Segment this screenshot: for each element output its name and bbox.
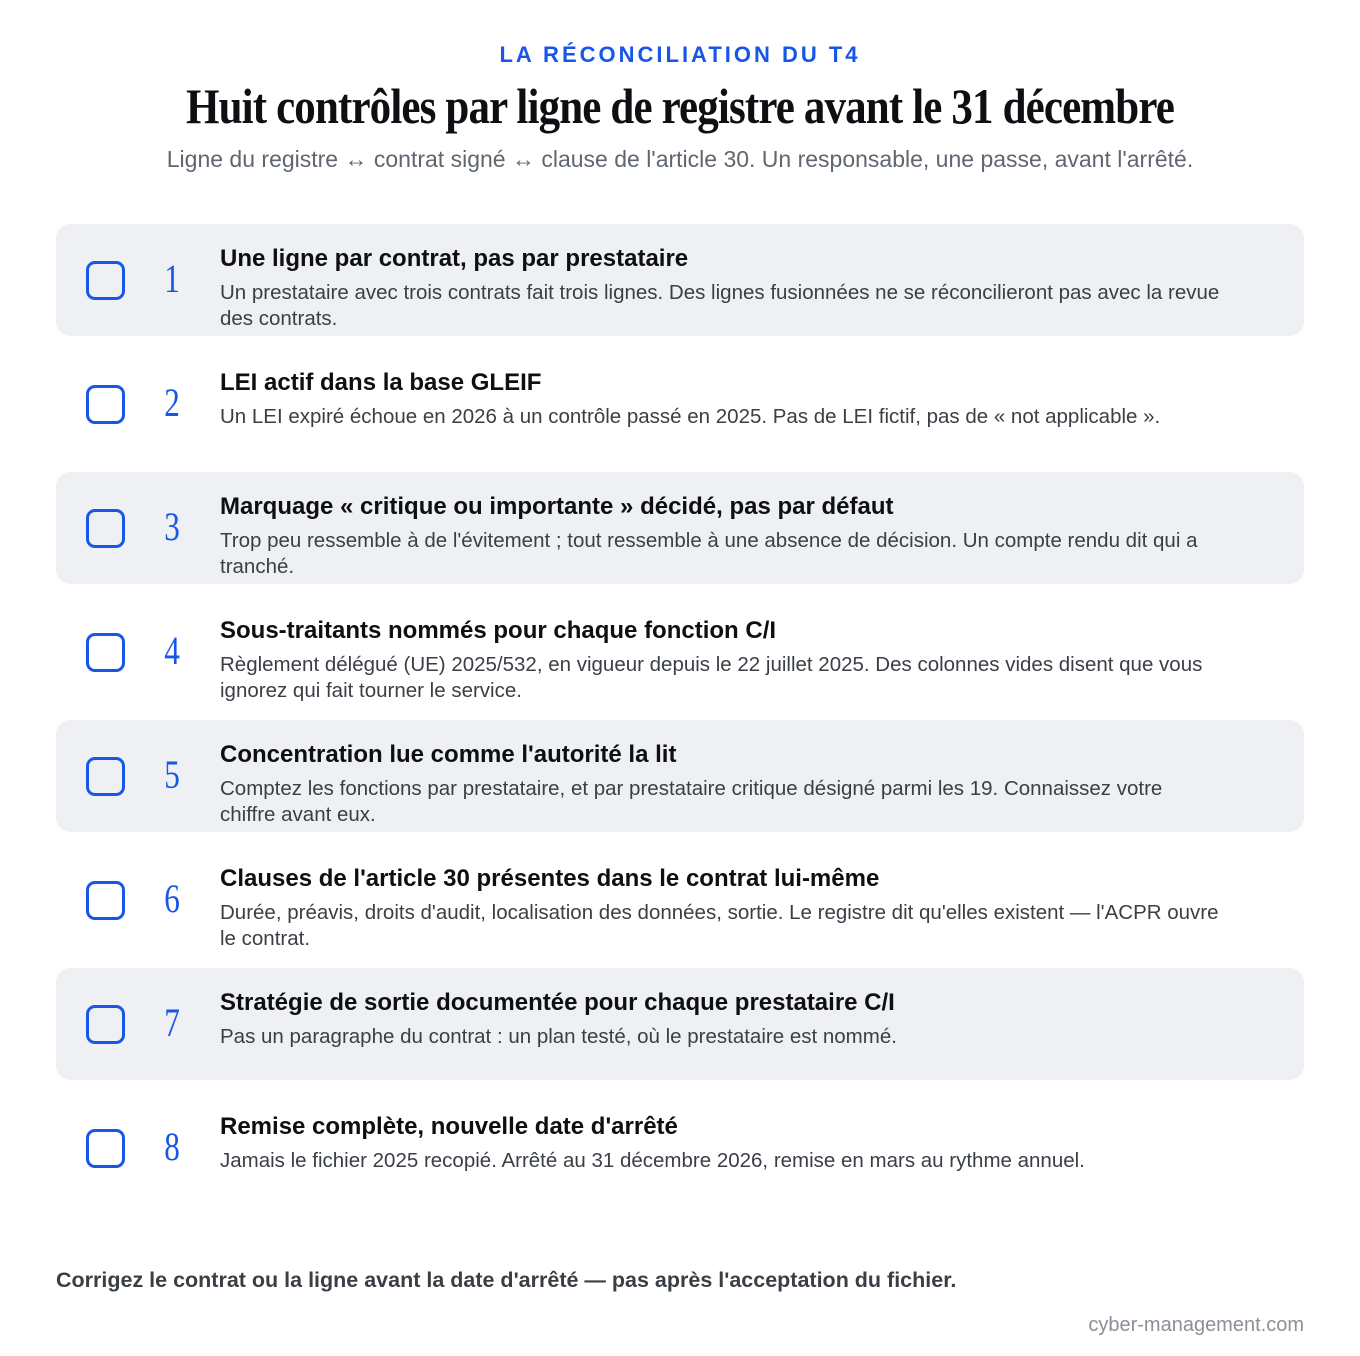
checklist-item: [56, 1092, 1304, 1204]
item-title: Clauses de l'article 30 présentes dans le contrat lui-même: [220, 865, 880, 892]
item-number: 8: [164, 1124, 180, 1169]
checkbox[interactable]: [86, 757, 125, 796]
checkbox[interactable]: [86, 261, 125, 300]
checklist-item: [56, 844, 1304, 956]
item-title: Concentration lue comme l'autorité la lit: [220, 741, 677, 768]
item-number: 5: [164, 752, 180, 797]
checkbox[interactable]: [86, 1129, 125, 1168]
item-description: Jamais le fichier 2025 recopié. Arrêté au 31 décembre 2026, remise en mars au rythme annuel.: [220, 1149, 1085, 1172]
checkbox[interactable]: [86, 881, 125, 920]
checklist: [56, 224, 1304, 1216]
item-description: Durée, préavis, droits d'audit, localisation des données, sortie. Le registre dit qu'elles existent — l'ACPR ouvre le contrat.: [220, 901, 1219, 950]
item-number: 1: [164, 256, 180, 301]
item-title: Remise complète, nouvelle date d'arrêté: [220, 1113, 678, 1140]
checklist-item: [56, 968, 1304, 1080]
page-title: Huit contrôles par ligne de registre avant le 31 décembre: [185, 78, 1175, 134]
eyebrow-label: LA RÉCONCILIATION DU T4: [499, 42, 861, 67]
item-number: 3: [164, 504, 180, 549]
checkbox[interactable]: [86, 633, 125, 672]
item-number: 4: [164, 628, 180, 673]
checkbox[interactable]: [86, 509, 125, 548]
item-title: Stratégie de sortie documentée pour chaque prestataire C/I: [220, 989, 895, 1016]
page-subtitle: Ligne du registre ↔ contrat signé ↔ clause de l'article 30. Un responsable, une passe, avant l'arrêté.: [166, 146, 1194, 172]
footer-note: Corrigez le contrat ou la ligne avant la date d'arrêté — pas après l'acceptation du fichier.: [56, 1268, 957, 1292]
checkbox[interactable]: [86, 1005, 125, 1044]
site-url: cyber-management.com: [1088, 1314, 1304, 1336]
item-description: Trop peu ressemble à de l'évitement ; tout ressemble à une absence de décision. Un compte rendu dit qui a tranché.: [220, 529, 1198, 578]
checklist-item: [56, 472, 1304, 584]
checklist-item: [56, 720, 1304, 832]
item-title: Marquage « critique ou importante » décidé, pas par défaut: [220, 493, 894, 520]
item-number: 7: [164, 1000, 180, 1045]
checklist-item: [56, 596, 1304, 708]
checkbox[interactable]: [86, 385, 125, 424]
item-description: Pas un paragraphe du contrat : un plan testé, où le prestataire est nommé.: [220, 1025, 897, 1048]
item-number: 6: [164, 876, 180, 921]
item-description: Comptez les fonctions par prestataire, et par prestataire critique désigné parmi les 19. Connaissez votre chiffre avant eux.: [220, 777, 1163, 826]
checklist-item: [56, 348, 1304, 460]
item-title: Sous-traitants nommés pour chaque fonction C/I: [220, 617, 777, 644]
checklist-item: [56, 224, 1304, 336]
item-number: 2: [164, 380, 180, 425]
item-description: Un LEI expiré échoue en 2026 à un contrôle passé en 2025. Pas de LEI fictif, pas de « not applicable ».: [220, 405, 1161, 428]
item-title: Une ligne par contrat, pas par prestataire: [220, 245, 689, 272]
item-description: Règlement délégué (UE) 2025/532, en vigueur depuis le 22 juillet 2025. Des colonnes vides disent que vous ignorez qui fait tourner le service.: [220, 653, 1203, 702]
item-description: Un prestataire avec trois contrats fait trois lignes. Des lignes fusionnées ne se réconcilieront pas avec la revue des contrats.: [220, 281, 1220, 330]
item-title: LEI actif dans la base GLEIF: [220, 369, 542, 396]
